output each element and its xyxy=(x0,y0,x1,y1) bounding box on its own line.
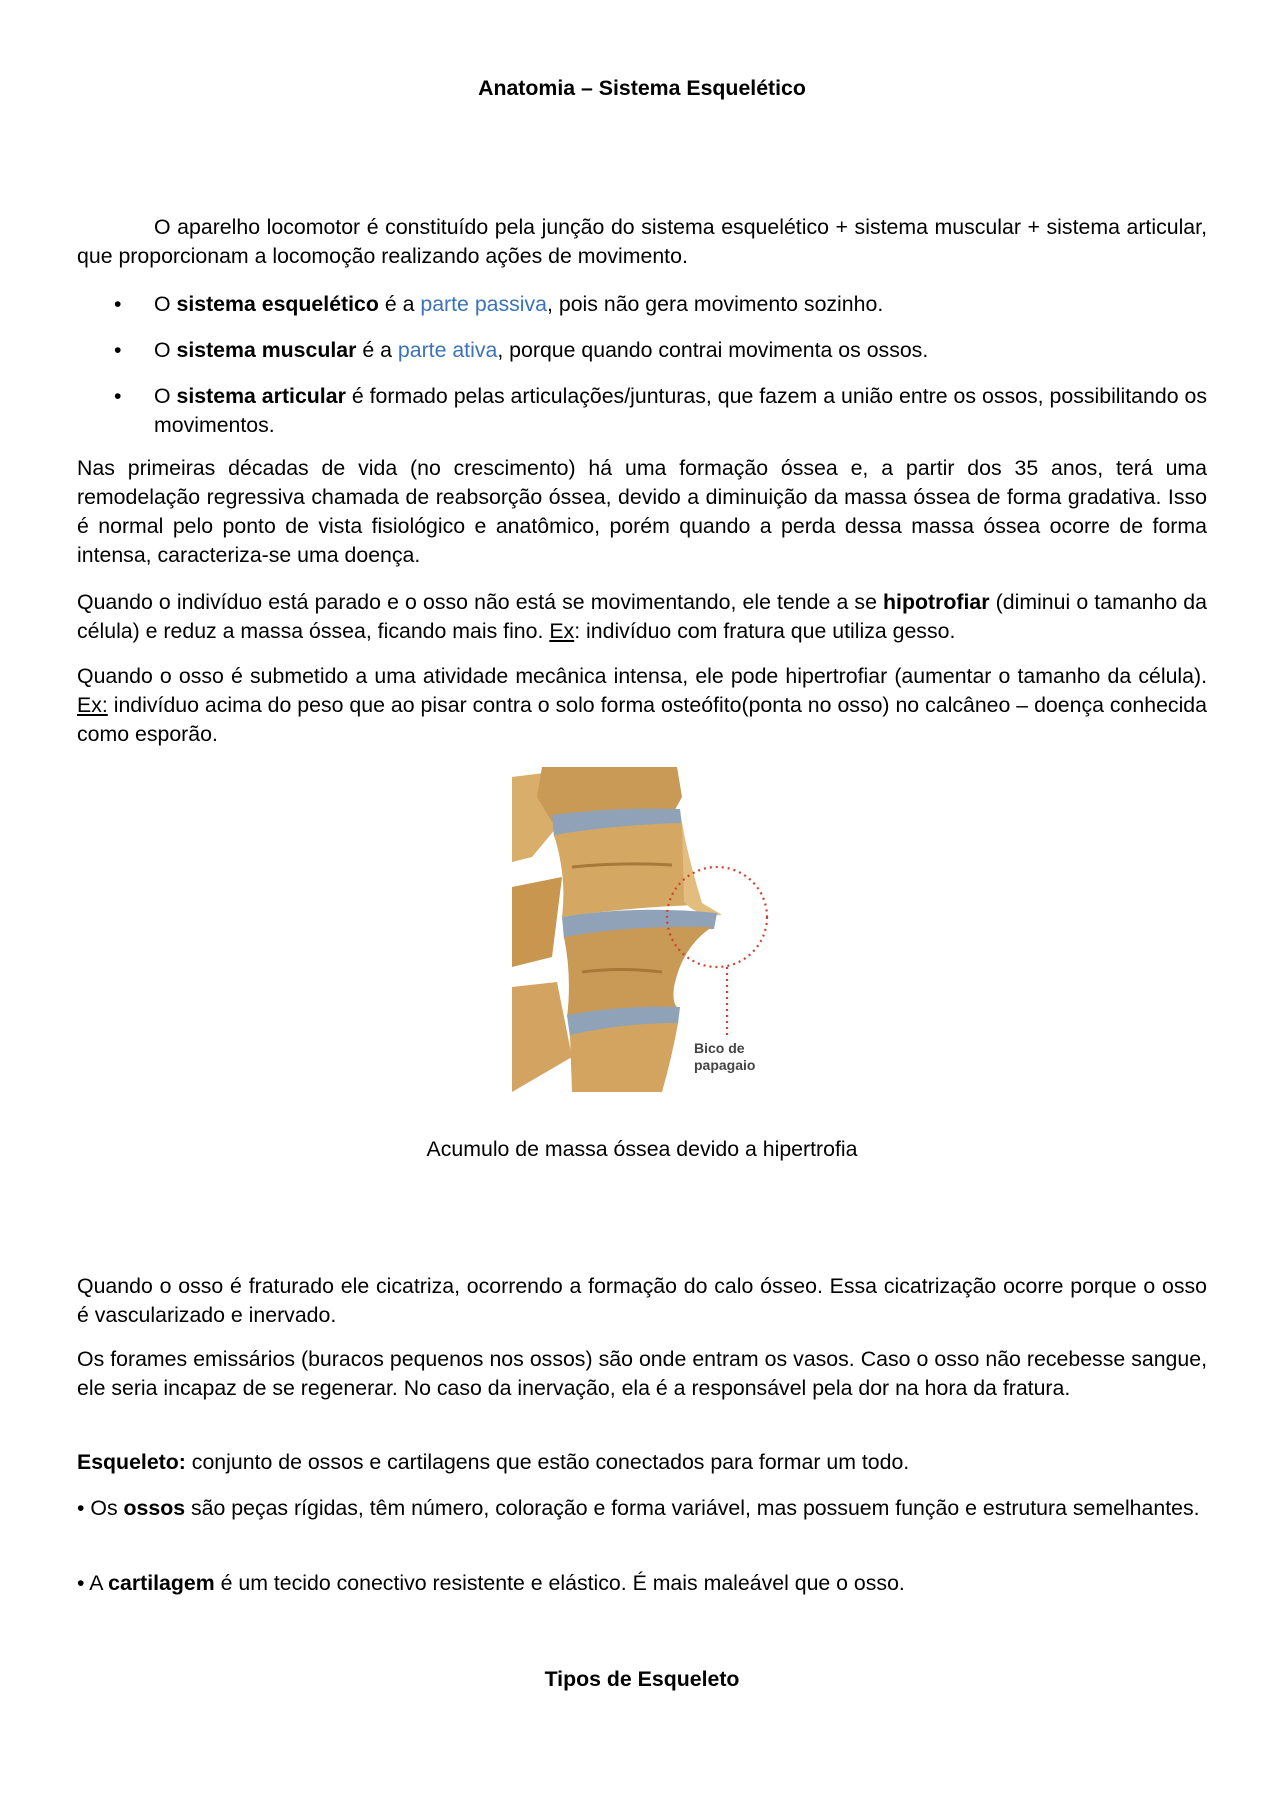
list-item: • O sistema articular é formado pelas articulações/junturas, que fazem a união entre os ossos, possibilitando os movimentos. xyxy=(114,384,1207,437)
bullet-icon: • xyxy=(114,338,122,362)
systems-list xyxy=(77,290,1207,457)
list-item: • O sistema muscular é a parte ativa, porque quando contrai movimenta os ossos. xyxy=(77,336,1207,365)
forames-paragraph: Os forames emissários (buracos pequenos nos ossos) são onde entram os vasos. Caso o osso não recebesse sangue, ele seria incapaz de se regenerar. No caso da inervação, ela é a responsável pela dor na hora da fratura. xyxy=(77,1347,1207,1400)
ossos-item: • Os ossos são peças rígidas, têm número, coloração e forma variável, mas possuem função e estrutura semelhantes. xyxy=(77,1496,1200,1520)
bullet-icon: • xyxy=(114,384,122,408)
fratura-paragraph: Quando o osso é fraturado ele cicatriza, ocorrendo a formação do calo ósseo. Essa cicatrização ocorre porque o osso é vascularizado e inervado. xyxy=(77,1274,1207,1327)
parado-paragraph: Quando o indivíduo está parado e o osso não está se movimentando, ele tende a se hipotrofiar (diminui o tamanho da célula) e reduz a massa óssea, ficando mais fino. Ex: indivíduo com fratura que utiliza gesso. xyxy=(77,590,1207,643)
bullet-icon: • xyxy=(114,292,122,316)
page-title: Anatomia – Sistema Esquelético xyxy=(478,76,806,100)
esqueleto-definition: Esqueleto: conjunto de ossos e cartilagens que estão conectados para formar um todo. xyxy=(77,1450,910,1474)
section-heading: Tipos de Esqueleto xyxy=(544,1667,740,1691)
figure-label-line2: papagaio xyxy=(694,1057,756,1073)
figure-caption: Acumulo de massa óssea devido a hipertrofia xyxy=(426,1137,858,1161)
intro-paragraph: O aparelho locomotor é constituído pela junção do sistema esquelético + sistema muscular + sistema articular, que proporcionam a locomoção realizando ações de movimento. xyxy=(77,215,1207,268)
spine-osteophyte-figure xyxy=(512,767,832,1092)
decadas-paragraph: Nas primeiras décadas de vida (no crescimento) há uma formação óssea e, a partir dos 35 anos, terá uma remodelação regressiva chamada de reabsorção óssea, devido a diminuição da massa óssea de forma gradativa. Isso é normal pelo ponto de vista fisiológico e anatômico, porém quando a perda dessa massa óssea ocorre de forma intensa, caracteriza-se uma doença. xyxy=(77,456,1207,567)
list-item: • O sistema esquelético é a parte passiva, pois não gera movimento sozinho. xyxy=(77,290,1207,319)
mecanica-paragraph: Quando o osso é submetido a uma atividade mecânica intensa, ele pode hipertrofiar (aumentar o tamanho da célula). Ex: indivíduo acima do peso que ao pisar contra o solo forma osteófito(ponta no osso) no calcâneo – doença conhecida como esporão. xyxy=(77,664,1207,746)
cartilagem-item: • A cartilagem é um tecido conectivo resistente e elástico. É mais maleável que o osso. xyxy=(77,1571,905,1595)
figure-label-line1: Bico de xyxy=(694,1040,745,1056)
